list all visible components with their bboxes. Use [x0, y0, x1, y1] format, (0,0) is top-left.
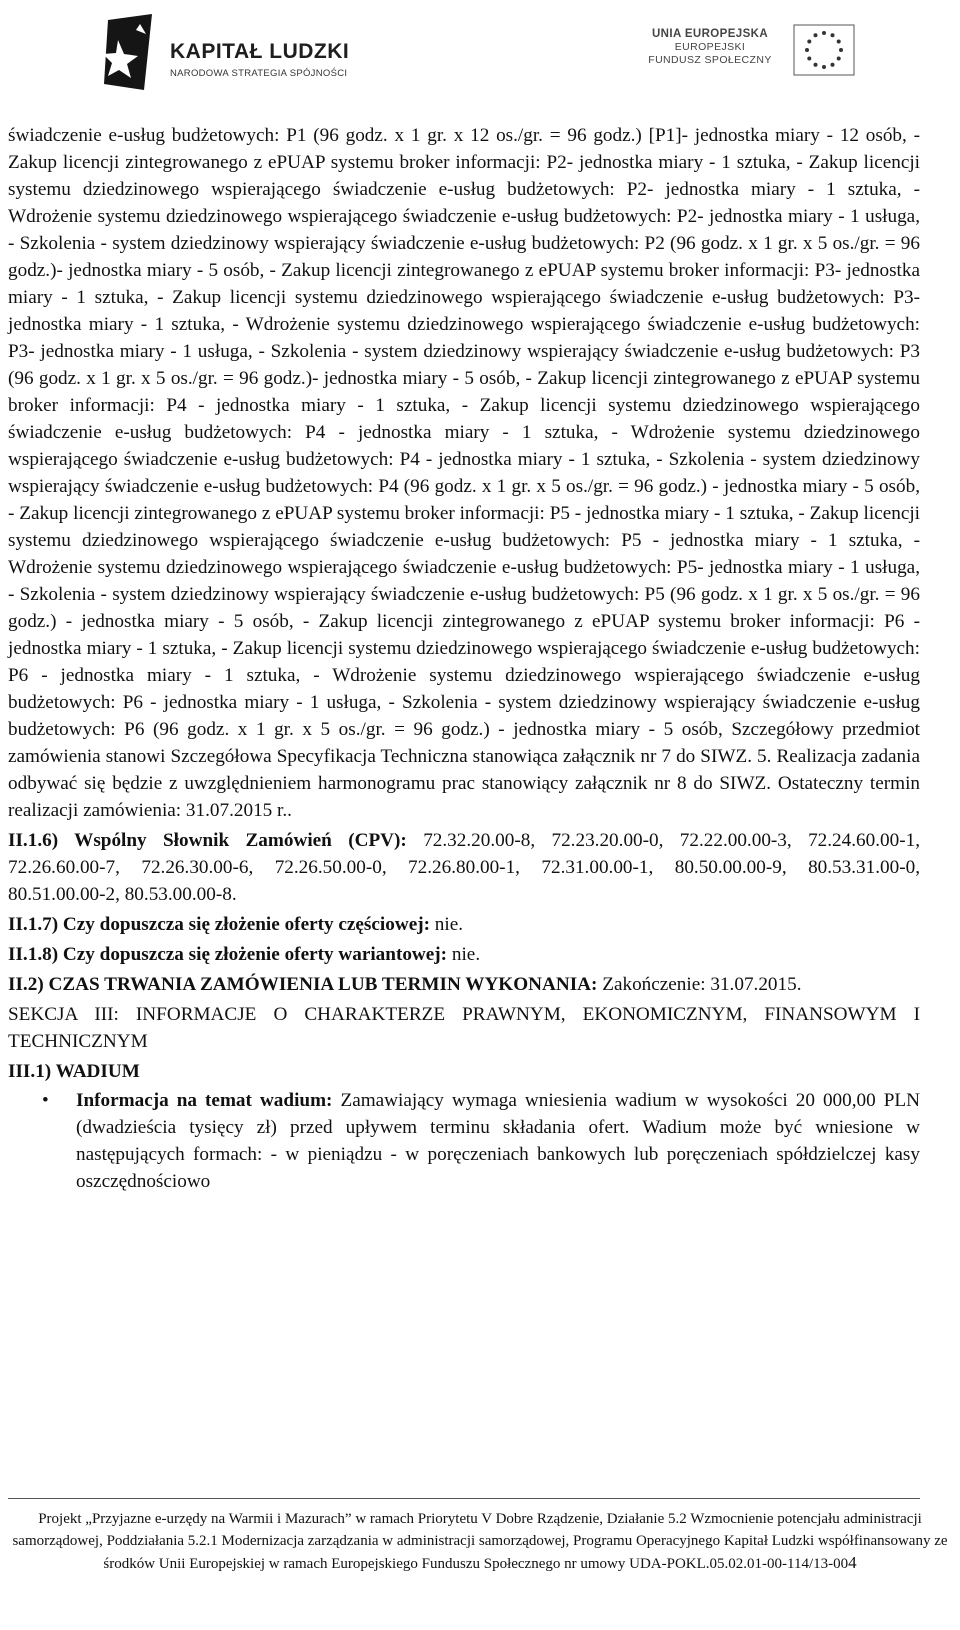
kapital-ludzki-title: KAPITAŁ LUDZKI: [170, 40, 350, 63]
section3-heading: SEKCJA III: INFORMACJE O CHARAKTERZE PRAWNYM, EKONOMICZNYM, FINANSOWYM I TECHNICZNYM: [8, 1004, 920, 1052]
eu-logo-line2: EUROPEJSKI: [674, 41, 746, 53]
page-header: [0, 0, 960, 115]
footer-text: Projekt „Przyjazne e-urzędy na Warmii i Mazurach” w ramach Priorytetu V Dobre Rządzenie, Działanie 5.2 Wzmocnienie potencjału administracji samorządowej, Poddziałania 5.2.1 Modernizacja zarządzania w administracji samorządowej, Programu Operacyjnego Kapitał Ludzki współfinansowany ze środków Unii Europejskiej w ramach Europejskiego Funduszu Społecznego nr umowy UDA-POKL.05.02.01-00-114/13-00: [12, 1511, 948, 1572]
wadium-list-item: [8, 1087, 920, 1195]
wadium-heading: III.1) WADIUM: [8, 1061, 140, 1082]
partial-offer-paragraph: [8, 911, 920, 938]
eu-logo-line3: FUNDUSZ SPOŁECZNY: [648, 54, 772, 66]
wadium-label: Informacja na temat wadium:: [76, 1090, 333, 1111]
eu-logo-text: [640, 28, 780, 67]
document-body: [8, 122, 920, 1195]
page-number: 4: [848, 1553, 857, 1572]
variant-offer-label: II.1.8) Czy dopuszcza się złożenie oferty wariantowej:: [8, 944, 448, 965]
kapital-ludzki-subtitle: NARODOWA STRATEGIA SPÓJNOŚCI: [170, 68, 348, 79]
duration-label: II.2) CZAS TRWANIA ZAMÓWIENIA LUB TERMIN WYKONANIA:: [8, 974, 598, 995]
variant-offer-paragraph: [8, 941, 920, 968]
partial-offer-label: II.1.7) Czy dopuszcza się złożenie oferty częściowej:: [8, 914, 430, 935]
cpv-paragraph: [8, 827, 920, 908]
eu-logo: [640, 22, 880, 82]
cpv-value: 72.32.20.00-8, 72.23.20.00-0, 72.22.00.00-3, 72.24.60.00-1, 72.26.60.00-7, 72.26.30.00-6, 72.26.50.00-0, 72.26.80.00-1, 72.31.00.00-1, 80.50.00.00-9, 80.53.31.00-0, 80.51.00.00-2, 80.53.00.00-8.: [8, 830, 920, 905]
bullet-icon: •: [42, 1090, 49, 1111]
footer-text-block: [0, 1508, 960, 1575]
eu-logo-line1: UNIA EUROPEJSKA: [651, 28, 769, 40]
wadium-text: Zamawiający wymaga wniesienia wadium w wysokości 20 000,00 PLN (dwadzieścia tysięcy zł) przed upływem terminu składania ofert. Wadium może być wniesione w następujących formach: - w pieniądzu - w poręczeniach bankowych lub poręczeniach spółdzielczej kasy oszczędnościowo: [76, 1090, 921, 1192]
kapital-ludzki-emblem-icon: [100, 10, 160, 95]
eu-flag-icon: [793, 24, 855, 76]
cpv-label: II.1.6) Wspólny Słownik Zamówień (CPV):: [8, 830, 407, 851]
kapital-ludzki-logo: [100, 10, 380, 95]
lead-paragraph: świadczenie e-usług budżetowych: P1 (96 godz. x 1 gr. x 12 os./gr. = 96 godz.) [P1]- jednostka miary - 12 osób, - Zakup licencji zintegrowanego z ePUAP systemu broker informacji: P2- jednostka miary - 1 sztuka, - Zakup licencji systemu dziedzinowego wspierającego świadczenie e-usług budżetowych: P2- jednostka miary - 1 sztuka, - Wdrożenie systemu dziedzinowego wspierającego świadczenie e-usług budżetowych: P2- jednostka miary - 1 usługa, - Szkolenia - system dziedzinowy wspierający świadczenie e-usług budżetowych: P2 (96 godz. x 1 gr. x 5 os./gr. = 96 godz.)- jednostka miary - 5 osób, - Zakup licencji zintegrowanego z ePUAP systemu broker informacji: P3- jednostka miary - 1 sztuka, - Zakup licencji systemu dziedzinowego wspierającego świadczenie e-usług budżetowych: P3- jednostka miary - 1 sztuka, - Wdrożenie systemu dziedzinowego wspierającego świadczenie e-usług budżetowych: P3- jednostka miary - 1 usługa, - Szkolenia - system dziedzinowy wspierający świadczenie e-usług budżetowych: P3 (96 godz. x 1 gr. x 5 os./gr. = 96 godz.)- jednostka miary - 5 osób, - Zakup licencji zintegrowanego z ePUAP systemu broker informacji: P4 - jednostka miary - 1 sztuka, - Zakup licencji systemu dziedzinowego wspierającego świadczenie e-usług budżetowych: P4 - jednostka miary - 1 sztuka, - Wdrożenie systemu dziedzinowego wspierającego świadczenie e-usług budżetowych: P4 - jednostka miary - 1 sztuka, - Szkolenia - system dziedzinowy wspierający świadczenie e-usług budżetowych: P4 (96 godz. x 1 gr. x 5 os./gr. = 96 godz.) - jednostka miary - 5 osób, - Zakup licencji zintegrowanego z ePUAP systemu broker informacji: P5 - jednostka miary - 1 sztuka, - Zakup licencji systemu dziedzinowego wspierającego świadczenie e-usług budżetowych: P5 - jednostka miary - 1 sztuka, - Wdrożenie systemu dziedzinowego wspierającego świadczenie e-usług budżetowych: P5- jednostka miary - 1 usługa, - Szkolenia - system dziedzinowy wspierający świadczenie e-usług budżetowych: P5 (96 godz. x 1 gr. x 5 os./gr. = 96 godz.) - jednostka miary - 5 osób, - Zakup licencji zintegrowanego z ePUAP systemu broker informacji: P6 - jednostka miary - 1 sztuka, - Zakup licencji systemu dziedzinowego wspierającego świadczenie e-usług budżetowych: P6 - jednostka miary - 1 sztuka, - Wdrożenie systemu dziedzinowego wspierającego świadczenie e-usług budżetowych: P6 - jednostka miary - 1 usługa, - Szkolenia - system dziedzinowy wspierający świadczenie e-usług budżetowych: P6 (96 godz. x 1 gr. x 5 os./gr. = 96 godz.) - jednostka miary - 5 osób, Szczegółowy przedmiot zamówienia stanowi Szczegółowa Specyfikacja Techniczna stanowiąca załącznik nr 7 do SIWZ. 5. Realizacja zadania odbywać się będzie z uwzględnieniem harmonogramu prac stanowiący załącznik nr 8 do SIWZ. Ostateczny termin realizacji zamówienia: 31.07.2015 r..: [8, 125, 920, 821]
variant-offer-value: nie.: [447, 944, 481, 965]
duration-value: Zakończenie: 31.07.2015.: [597, 974, 802, 995]
footer-divider: [8, 1498, 920, 1499]
duration-paragraph: [8, 971, 920, 998]
partial-offer-value: nie.: [430, 914, 464, 935]
